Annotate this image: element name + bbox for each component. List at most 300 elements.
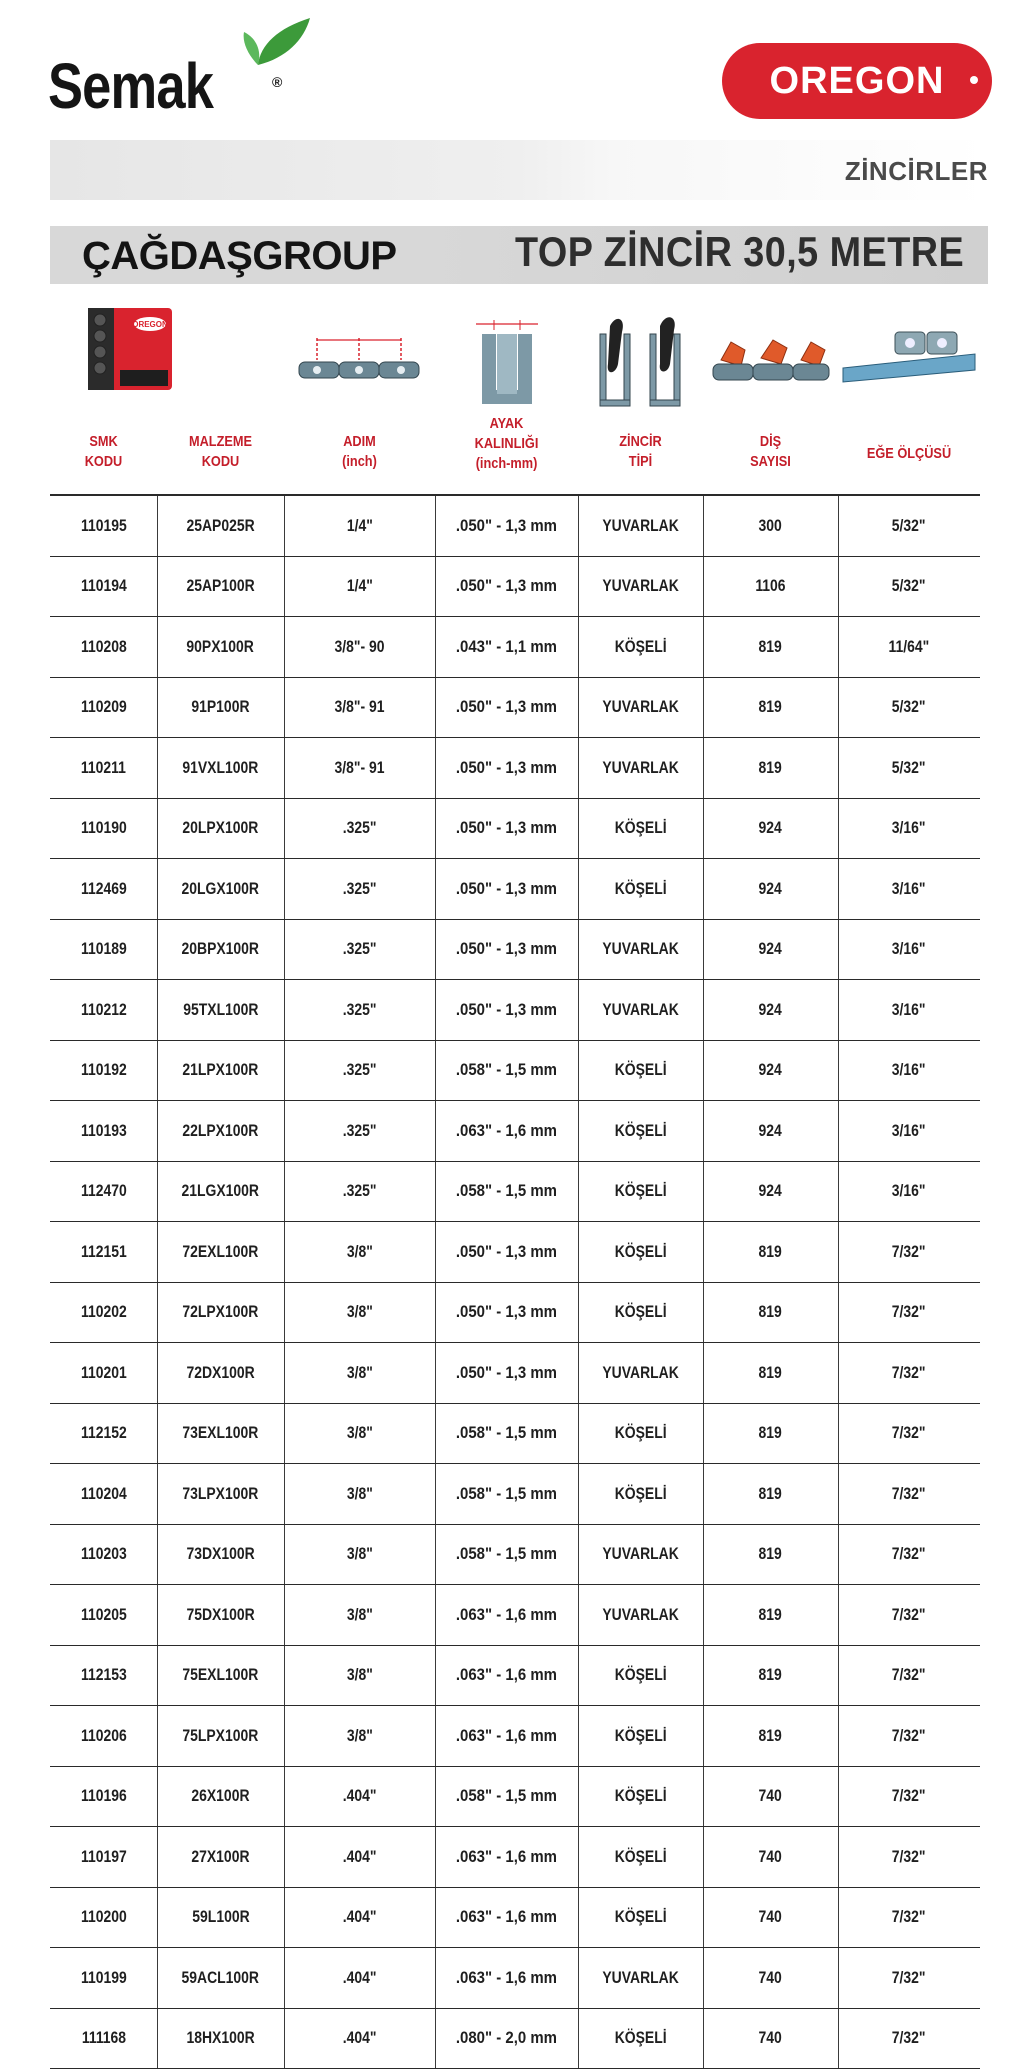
cell-tip (578, 1283, 703, 1343)
cell-value: 110190 (80, 818, 127, 838)
cell-ege (838, 496, 980, 556)
cell-tip (578, 557, 703, 617)
cell-dis (703, 678, 838, 738)
cell-value: 110208 (80, 636, 127, 656)
cell-value: 27X100R (191, 1846, 250, 1866)
cell-dis (703, 1041, 838, 1101)
cell-dis (703, 1162, 838, 1222)
table-row (50, 1525, 980, 1586)
table-row (50, 678, 980, 739)
table-row (50, 557, 980, 618)
cell-value: .325" (342, 1181, 377, 1201)
table-row (50, 799, 980, 860)
table-row (50, 1283, 980, 1344)
cell-ayak (435, 1041, 578, 1101)
cell-ege (838, 1888, 980, 1948)
cell-value: .325" (342, 878, 377, 898)
cell-value: 59L100R (191, 1907, 250, 1927)
cell-dis (703, 1767, 838, 1827)
cell-value: KÖŞELİ (614, 1423, 667, 1443)
cell-value: 819 (758, 1544, 783, 1564)
cell-ege (838, 1222, 980, 1282)
cell-smk (50, 1525, 157, 1585)
cell-ayak (435, 1464, 578, 1524)
company-name: ÇAĞDAŞGROUP (82, 234, 397, 278)
cell-value: 21LGX100R (181, 1181, 260, 1201)
cell-tip (578, 1404, 703, 1464)
cell-ege (838, 1162, 980, 1222)
table-row (50, 980, 980, 1041)
cell-ege (838, 1464, 980, 1524)
cell-ege (838, 1041, 980, 1101)
cell-value: .050" - 1,3 mm (455, 939, 558, 959)
cell-tip (578, 2009, 703, 2069)
table-row (50, 1948, 980, 2009)
cell-value: 5/32" (892, 757, 926, 777)
cell-value: KÖŞELİ (614, 1786, 667, 1806)
cell-value: 59ACL100R (181, 1967, 260, 1987)
cell-tip (578, 738, 703, 798)
cell-adim (284, 1706, 435, 1766)
cell-smk (50, 678, 157, 738)
cell-malzeme (157, 678, 284, 738)
cell-value: 110203 (80, 1544, 127, 1564)
cell-ayak (435, 1343, 578, 1403)
cell-value: .080" - 2,0 mm (455, 2028, 558, 2048)
cell-ayak (435, 738, 578, 798)
cell-value: .325" (342, 1120, 377, 1140)
cell-value: 110209 (80, 697, 127, 717)
cell-value: 924 (758, 1181, 783, 1201)
cell-value: KÖŞELİ (614, 1181, 667, 1201)
cell-value: KÖŞELİ (614, 1846, 667, 1866)
cell-ayak (435, 1101, 578, 1161)
cell-malzeme (157, 1343, 284, 1403)
cell-value: 3/8" (346, 1241, 373, 1261)
cell-ege (838, 2009, 980, 2069)
cell-value: 5/32" (892, 697, 926, 717)
cell-ayak (435, 1404, 578, 1464)
header-label-tip: ZİNCİR TİPİ (619, 433, 662, 470)
cell-malzeme (157, 920, 284, 980)
table-row (50, 1343, 980, 1404)
cell-malzeme (157, 2009, 284, 2069)
cell-ege (838, 1706, 980, 1766)
cell-dis (703, 738, 838, 798)
cell-tip (578, 1585, 703, 1645)
cell-value: 1/4" (346, 515, 373, 535)
cell-value: 3/8" (346, 1544, 373, 1564)
cell-tip (578, 980, 703, 1040)
cell-value: KÖŞELİ (614, 818, 667, 838)
cell-value: 72DX100R (186, 1362, 255, 1382)
cell-value: 7/32" (892, 1907, 926, 1927)
header-label-ayak: AYAK KALINLIĞI (inch-mm) (474, 415, 539, 472)
cell-value: .058" - 1,5 mm (455, 1483, 558, 1503)
cell-smk (50, 1827, 157, 1887)
table-row (50, 859, 980, 920)
cell-value: 7/32" (892, 1604, 926, 1624)
cell-smk (50, 799, 157, 859)
header-label-dis: DİŞ SAYISI (750, 433, 791, 470)
cell-ayak (435, 678, 578, 738)
cell-tip (578, 1464, 703, 1524)
cell-malzeme (157, 799, 284, 859)
cell-malzeme (157, 617, 284, 677)
header-label-adim: ADIM (inch) (342, 433, 377, 470)
cell-value: 819 (758, 757, 783, 777)
cell-dis (703, 1101, 838, 1161)
cell-smk (50, 1646, 157, 1706)
cell-tip (578, 1525, 703, 1585)
cell-malzeme (157, 980, 284, 1040)
cell-tip (578, 799, 703, 859)
cell-dis (703, 1343, 838, 1403)
cell-value: 22LPX100R (182, 1120, 259, 1140)
cell-value: 924 (758, 818, 783, 838)
table-row (50, 1041, 980, 1102)
cell-ege (838, 1767, 980, 1827)
cell-value: KÖŞELİ (614, 2028, 667, 2048)
cell-value: 110196 (80, 1786, 127, 1806)
cell-malzeme (157, 1948, 284, 2008)
cell-smk (50, 2009, 157, 2069)
cell-value: 110206 (80, 1725, 127, 1745)
table-row (50, 920, 980, 981)
cell-ayak (435, 1706, 578, 1766)
cell-value: 21LPX100R (182, 1060, 259, 1080)
cell-malzeme (157, 859, 284, 919)
cell-ayak (435, 1827, 578, 1887)
cell-dis (703, 496, 838, 556)
cell-value: 75EXL100R (182, 1665, 259, 1685)
cell-value: 819 (758, 1241, 783, 1261)
cell-value: 110194 (80, 576, 127, 596)
cell-value: 91VXL100R (182, 757, 259, 777)
chain-table (50, 284, 980, 2069)
cell-adim (284, 738, 435, 798)
section-title: ZİNCİRLER (844, 156, 988, 186)
cell-value: KÖŞELİ (614, 1483, 667, 1503)
cell-tip (578, 1041, 703, 1101)
cell-value: 7/32" (892, 1544, 926, 1564)
cell-ayak (435, 496, 578, 556)
cell-value: .325" (342, 999, 377, 1019)
table-header (50, 284, 980, 496)
header-cell-adim (284, 284, 435, 494)
cell-malzeme (157, 1525, 284, 1585)
cell-dis (703, 1283, 838, 1343)
table-row (50, 1162, 980, 1223)
cell-ege (838, 1525, 980, 1585)
cell-dis (703, 1706, 838, 1766)
cell-malzeme (157, 1162, 284, 1222)
cell-ege (838, 980, 980, 1040)
cell-value: 112153 (80, 1665, 127, 1685)
cell-value: 819 (758, 697, 783, 717)
cell-smk (50, 1283, 157, 1343)
cell-value: 819 (758, 1665, 783, 1685)
cell-value: .404" (342, 1907, 377, 1927)
cell-value: KÖŞELİ (614, 1725, 667, 1745)
chain-type-icon (578, 304, 703, 419)
cell-value: .050" - 1,3 mm (455, 515, 558, 535)
cell-ayak (435, 1525, 578, 1585)
cell-ege (838, 1585, 980, 1645)
cell-ayak (435, 920, 578, 980)
header-cell-ege (838, 284, 980, 494)
cell-value: YUVARLAK (602, 1967, 679, 1987)
cell-value: .050" - 1,3 mm (455, 1362, 558, 1382)
cell-adim (284, 1464, 435, 1524)
cell-value: 20LPX100R (182, 818, 259, 838)
cell-value: .050" - 1,3 mm (455, 1302, 558, 1322)
cell-value: 3/16" (892, 939, 926, 959)
cell-value: 3/8" (346, 1423, 373, 1443)
cell-adim (284, 1404, 435, 1464)
cell-value: 819 (758, 1604, 783, 1624)
cell-ayak (435, 1646, 578, 1706)
cell-value: 924 (758, 939, 783, 959)
cell-value: KÖŞELİ (614, 1241, 667, 1261)
cell-malzeme (157, 1585, 284, 1645)
cell-value: 73EXL100R (182, 1423, 259, 1443)
cell-adim (284, 1162, 435, 1222)
cell-adim (284, 1343, 435, 1403)
header-label-ege: EĞE ÖLÇÜSÜ (866, 445, 952, 462)
cell-tip (578, 859, 703, 919)
cell-value: 819 (758, 1302, 783, 1322)
cell-tip (578, 1343, 703, 1403)
cell-ayak (435, 557, 578, 617)
cell-adim (284, 920, 435, 980)
table-row (50, 1827, 980, 1888)
cell-value: 1/4" (346, 576, 373, 596)
cell-value: 7/32" (892, 2028, 926, 2048)
cell-value: 3/8" (346, 1665, 373, 1685)
cell-value: YUVARLAK (602, 515, 679, 535)
cell-ayak (435, 2009, 578, 2069)
cell-value: 740 (758, 1907, 783, 1927)
cell-tip (578, 1101, 703, 1161)
cell-value: 3/8" (346, 1725, 373, 1745)
cell-ege (838, 1283, 980, 1343)
cell-value: 112470 (80, 1181, 127, 1201)
cell-malzeme (157, 1404, 284, 1464)
cell-value: KÖŞELİ (614, 1907, 667, 1927)
cell-smk (50, 738, 157, 798)
cell-malzeme (157, 1827, 284, 1887)
cell-value: 3/8"- 90 (334, 636, 385, 656)
cell-adim (284, 557, 435, 617)
cell-dis (703, 1646, 838, 1706)
header-cell-ayak (435, 284, 578, 494)
cell-tip (578, 678, 703, 738)
cell-value: 3/8"- 91 (334, 757, 385, 777)
header-label-malzeme: MALZEME KODU (188, 433, 253, 470)
cell-value: 924 (758, 1120, 783, 1140)
cell-value: 819 (758, 1423, 783, 1443)
file-size-icon (838, 320, 980, 405)
table-row (50, 1464, 980, 1525)
cell-smk (50, 1706, 157, 1766)
cell-value: .063" - 1,6 mm (455, 1967, 558, 1987)
cell-value: 740 (758, 1846, 783, 1866)
cell-smk (50, 1888, 157, 1948)
cell-value: .404" (342, 1846, 377, 1866)
cell-smk (50, 859, 157, 919)
cell-value: 26X100R (191, 1786, 250, 1806)
cell-value: KÖŞELİ (614, 1302, 667, 1322)
cell-ege (838, 920, 980, 980)
cell-value: .063" - 1,6 mm (455, 1120, 558, 1140)
cell-value: 3/16" (892, 999, 926, 1019)
cell-value: 25AP025R (186, 515, 255, 535)
cell-smk (50, 980, 157, 1040)
cell-value: 95TXL100R (182, 999, 259, 1019)
cell-value: 110202 (80, 1302, 127, 1322)
cell-value: 740 (758, 1967, 783, 1987)
cell-value: 7/32" (892, 1786, 926, 1806)
cell-tip (578, 1767, 703, 1827)
cell-value: 3/8" (346, 1362, 373, 1382)
cell-adim (284, 980, 435, 1040)
cell-value: 5/32" (892, 515, 926, 535)
cell-malzeme (157, 738, 284, 798)
cell-value: 740 (758, 2028, 783, 2048)
cell-value: 110200 (80, 1907, 127, 1927)
cell-value: YUVARLAK (602, 999, 679, 1019)
cell-dis (703, 1464, 838, 1524)
cell-ayak (435, 617, 578, 677)
cell-ayak (435, 1888, 578, 1948)
cell-value: 110201 (80, 1362, 127, 1382)
cell-ege (838, 678, 980, 738)
cell-value: 819 (758, 1362, 783, 1382)
cell-smk (50, 1767, 157, 1827)
cell-value: 3/16" (892, 1181, 926, 1201)
cell-value: 20LGX100R (181, 878, 260, 898)
table-row (50, 1222, 980, 1283)
semak-logo (48, 40, 308, 130)
cell-value: KÖŞELİ (614, 1665, 667, 1685)
cell-dis (703, 1525, 838, 1585)
cell-adim (284, 1948, 435, 2008)
cell-smk (50, 1585, 157, 1645)
cell-value: 300 (758, 515, 783, 535)
cell-ayak (435, 980, 578, 1040)
table-row (50, 1646, 980, 1707)
cell-malzeme (157, 1041, 284, 1101)
cell-malzeme (157, 557, 284, 617)
cell-value: 20BPX100R (181, 939, 260, 959)
cell-value: 819 (758, 1483, 783, 1503)
cell-value: 110211 (80, 757, 126, 777)
cell-value: 7/32" (892, 1302, 926, 1322)
cell-tip (578, 1948, 703, 2008)
cell-adim (284, 1041, 435, 1101)
cell-value: 7/32" (892, 1483, 926, 1503)
cell-adim (284, 1222, 435, 1282)
header-cell-dis (703, 284, 838, 494)
cell-malzeme (157, 1283, 284, 1343)
cell-value: .050" - 1,3 mm (455, 576, 558, 596)
cell-adim (284, 2009, 435, 2069)
cell-value: .050" - 1,3 mm (455, 999, 558, 1019)
cell-adim (284, 1888, 435, 1948)
table-row (50, 2009, 980, 2070)
cell-smk (50, 1162, 157, 1222)
cell-value: KÖŞELİ (614, 878, 667, 898)
cell-ege (838, 617, 980, 677)
cell-value: 73LPX100R (182, 1483, 259, 1503)
cell-malzeme (157, 1706, 284, 1766)
cell-adim (284, 799, 435, 859)
cell-value: .325" (342, 939, 377, 959)
cell-value: 75DX100R (186, 1604, 255, 1624)
table-row (50, 738, 980, 799)
cell-value: KÖŞELİ (614, 636, 667, 656)
cell-value: .404" (342, 2028, 377, 2048)
cell-value: 7/32" (892, 1725, 926, 1745)
cell-malzeme (157, 1464, 284, 1524)
cell-value: YUVARLAK (602, 1362, 679, 1382)
cell-ayak (435, 1222, 578, 1282)
cell-dis (703, 859, 838, 919)
header-label-smk: SMK KODU (84, 433, 123, 470)
cell-value: 924 (758, 878, 783, 898)
cell-smk (50, 1041, 157, 1101)
cell-adim (284, 496, 435, 556)
cell-adim (284, 1827, 435, 1887)
cell-dis (703, 1222, 838, 1282)
pitch-diagram-icon (284, 320, 435, 405)
cell-adim (284, 678, 435, 738)
cell-value: 3/16" (892, 818, 926, 838)
cell-dis (703, 1888, 838, 1948)
oregon-logo-text: OREGON (769, 59, 945, 102)
cell-smk (50, 557, 157, 617)
cell-value: .058" - 1,5 mm (455, 1786, 558, 1806)
cell-value: KÖŞELİ (614, 1120, 667, 1140)
cell-ege (838, 557, 980, 617)
cell-adim (284, 1767, 435, 1827)
cell-dis (703, 1827, 838, 1887)
cell-tip (578, 1646, 703, 1706)
cell-tip (578, 617, 703, 677)
cell-adim (284, 1283, 435, 1343)
cell-smk (50, 1404, 157, 1464)
cell-tip (578, 1706, 703, 1766)
cell-ege (838, 1101, 980, 1161)
cell-ayak (435, 1585, 578, 1645)
cell-value: 3/8" (346, 1483, 373, 1503)
cell-malzeme (157, 496, 284, 556)
cell-value: 110212 (80, 999, 127, 1019)
cell-ege (838, 738, 980, 798)
cell-tip (578, 1888, 703, 1948)
cell-ege (838, 1343, 980, 1403)
oregon-dot-icon (970, 76, 978, 84)
cell-value: 7/32" (892, 1362, 926, 1382)
cell-ayak (435, 799, 578, 859)
semak-logo-text: Semak (48, 50, 214, 122)
cell-value: 111168 (81, 2028, 126, 2048)
cell-value: .058" - 1,5 mm (455, 1544, 558, 1564)
table-body (50, 496, 980, 2069)
cell-value: .058" - 1,5 mm (455, 1060, 558, 1080)
cell-value: .050" - 1,3 mm (455, 757, 558, 777)
